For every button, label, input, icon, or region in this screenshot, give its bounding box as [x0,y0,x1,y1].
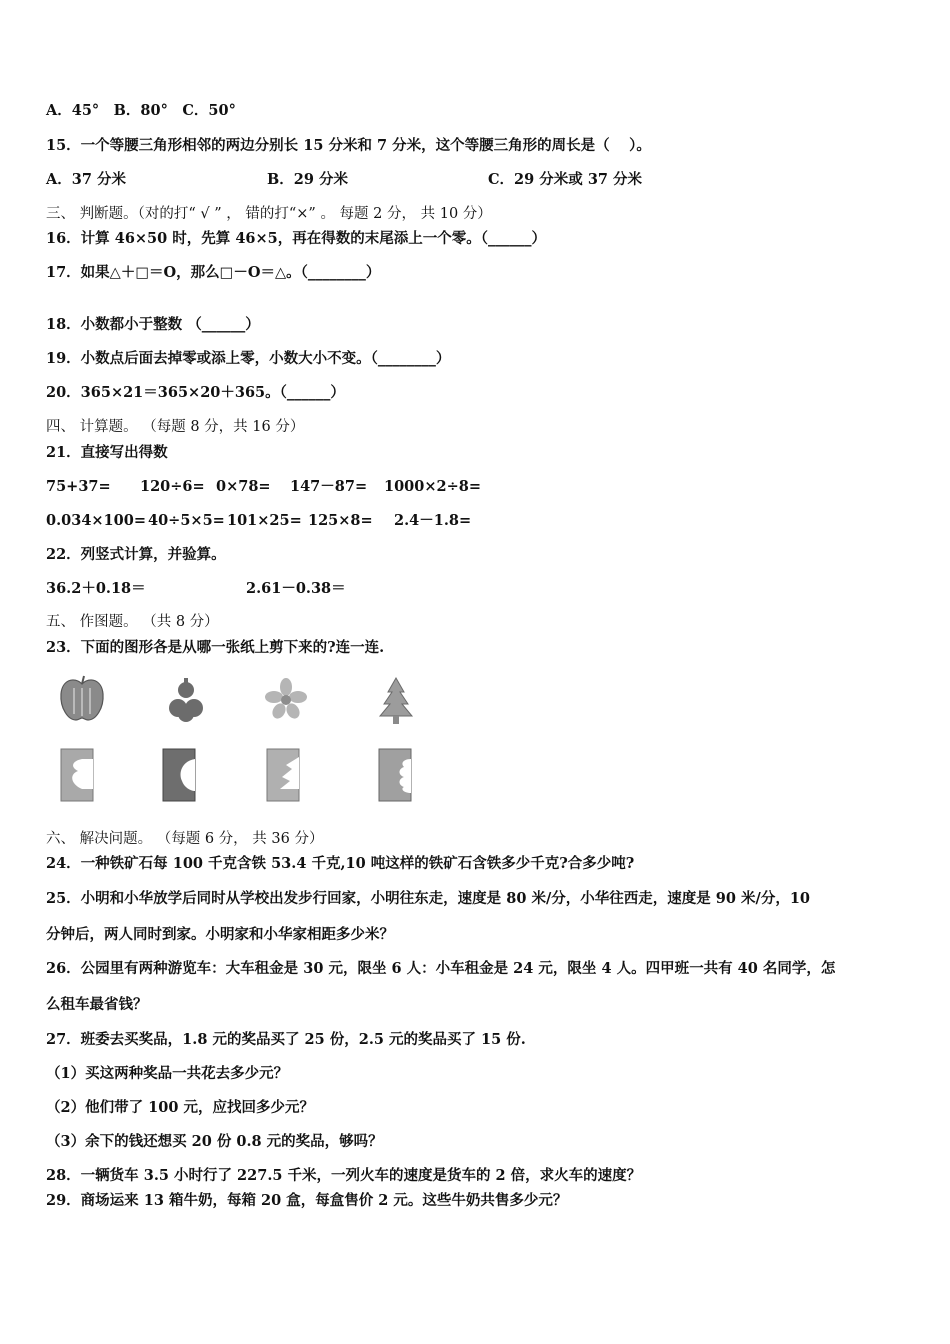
q21-item: 120÷6= [140,478,205,495]
q19: 19．小数点后面去掉零或添上零，小数大小不变。（________） [46,350,451,367]
section-4-heading: 四、 计算题。 （每题 8 分，共 16 分） [46,419,305,435]
q26-line-1: 26．公园里有两种游览车：大车租金是 30 元，限坐 6 人：小车租金是 24 元，限坐 4 人。四甲班一共有 40 名同学，怎 [46,960,836,977]
q21-item: 40÷5×5= [148,512,225,529]
q22-item: 2.61－0.38＝ [246,580,346,597]
q21-item: 1000×2÷8= [384,478,481,495]
q27-stem: 27．班委去买奖品，1.8 元的奖品买了 25 份，2.5 元的奖品买了 15 份. [46,1031,526,1048]
q22-item: 36.2＋0.18＝ [46,580,146,597]
section-3-heading: 三、 判断题。（对的打“ √ ” ， 错的打“×” 。 每题 2 分， 共 10 分） [46,206,492,222]
q15-option-a: A．37 分米 [46,171,126,188]
q27-sub-3: （3）余下的钱还想买 20 份 0.8 元的奖品，够吗？ [46,1133,383,1150]
q22-stem: 22．列竖式计算，并验算。 [46,546,226,563]
q21-item: 2.4－1.8= [394,512,472,529]
q15-option-b: B．29 分米 [267,171,348,188]
q15-option-c: C．29 分米或 37 分米 [488,171,643,188]
paper-sheet-figure [264,745,304,805]
q21-stem: 21．直接写出得数 [46,444,168,461]
q24: 24．一种铁矿石每 100 千克含铁 53.4 千克,10 吨这样的铁矿石含铁多少千克?合多少吨? [46,855,635,872]
q29: 29．商场运来 13 箱牛奶，每箱 20 盒，每盒售价 2 元。这些牛奶共售多少元？ [46,1192,568,1209]
q21-item: 0.034×100= [46,512,146,529]
gourd-cutout-figure [156,670,216,730]
paper-sheet-figure [160,745,200,805]
paper-sheet-figure [58,745,98,805]
q21-item: 0×78= [216,478,271,495]
q27-sub-2: （2）他们带了 100 元，应找回多少元？ [46,1099,314,1116]
q21-item: 147－87= [290,478,368,495]
q17: 17．如果△＋□＝O，那么□－O＝△。（________） [46,264,381,281]
q16: 16．计算 46×50 时，先算 46×5，再在得数的末尾添上一个零。（______） [46,230,546,247]
q21-item: 75+37= [46,478,111,495]
q20: 20．365×21＝365×20＋365。（______） [46,384,345,401]
q25-line-1: 25．小明和小华放学后同时从学校出发步行回家，小明往东走，速度是 80 米/分，小华往西走，速度是 90 米/分，10 [46,890,810,907]
q18: 18．小数都小于整数 （______） [46,316,260,333]
apple-cutout-figure [52,670,112,730]
flower-cutout-figure [256,670,316,730]
paper-sheet-figure [376,745,416,805]
tree-cutout-figure [366,670,426,730]
q28: 28．一辆货车 3.5 小时行了 227.5 千米，一列火车的速度是货车的 2 倍，求火车的速度？ [46,1167,642,1184]
q21-item: 101×25= [227,512,302,529]
q26-line-2: 么租车最省钱？ [46,996,148,1013]
q21-item: 125×8= [308,512,373,529]
section-6-heading: 六、 解决问题。 （每题 6 分， 共 36 分） [46,831,324,847]
q23-stem: 23．下面的图形各是从哪一张纸上剪下来的?连一连. [46,639,385,656]
q27-sub-1: （1）买这两种奖品一共花去多少元？ [46,1065,289,1082]
q15-stem: 15．一个等腰三角形相邻的两边分别长 15 分米和 7 分米，这个等腰三角形的周长是（ ）。 [46,137,651,154]
q25-line-2: 分钟后，两人同时到家。小明家和小华家相距多少米？ [46,926,394,943]
q14-options: A．45° B．80° C．50° [46,102,236,119]
section-5-heading: 五、 作图题。 （共 8 分） [46,614,219,630]
